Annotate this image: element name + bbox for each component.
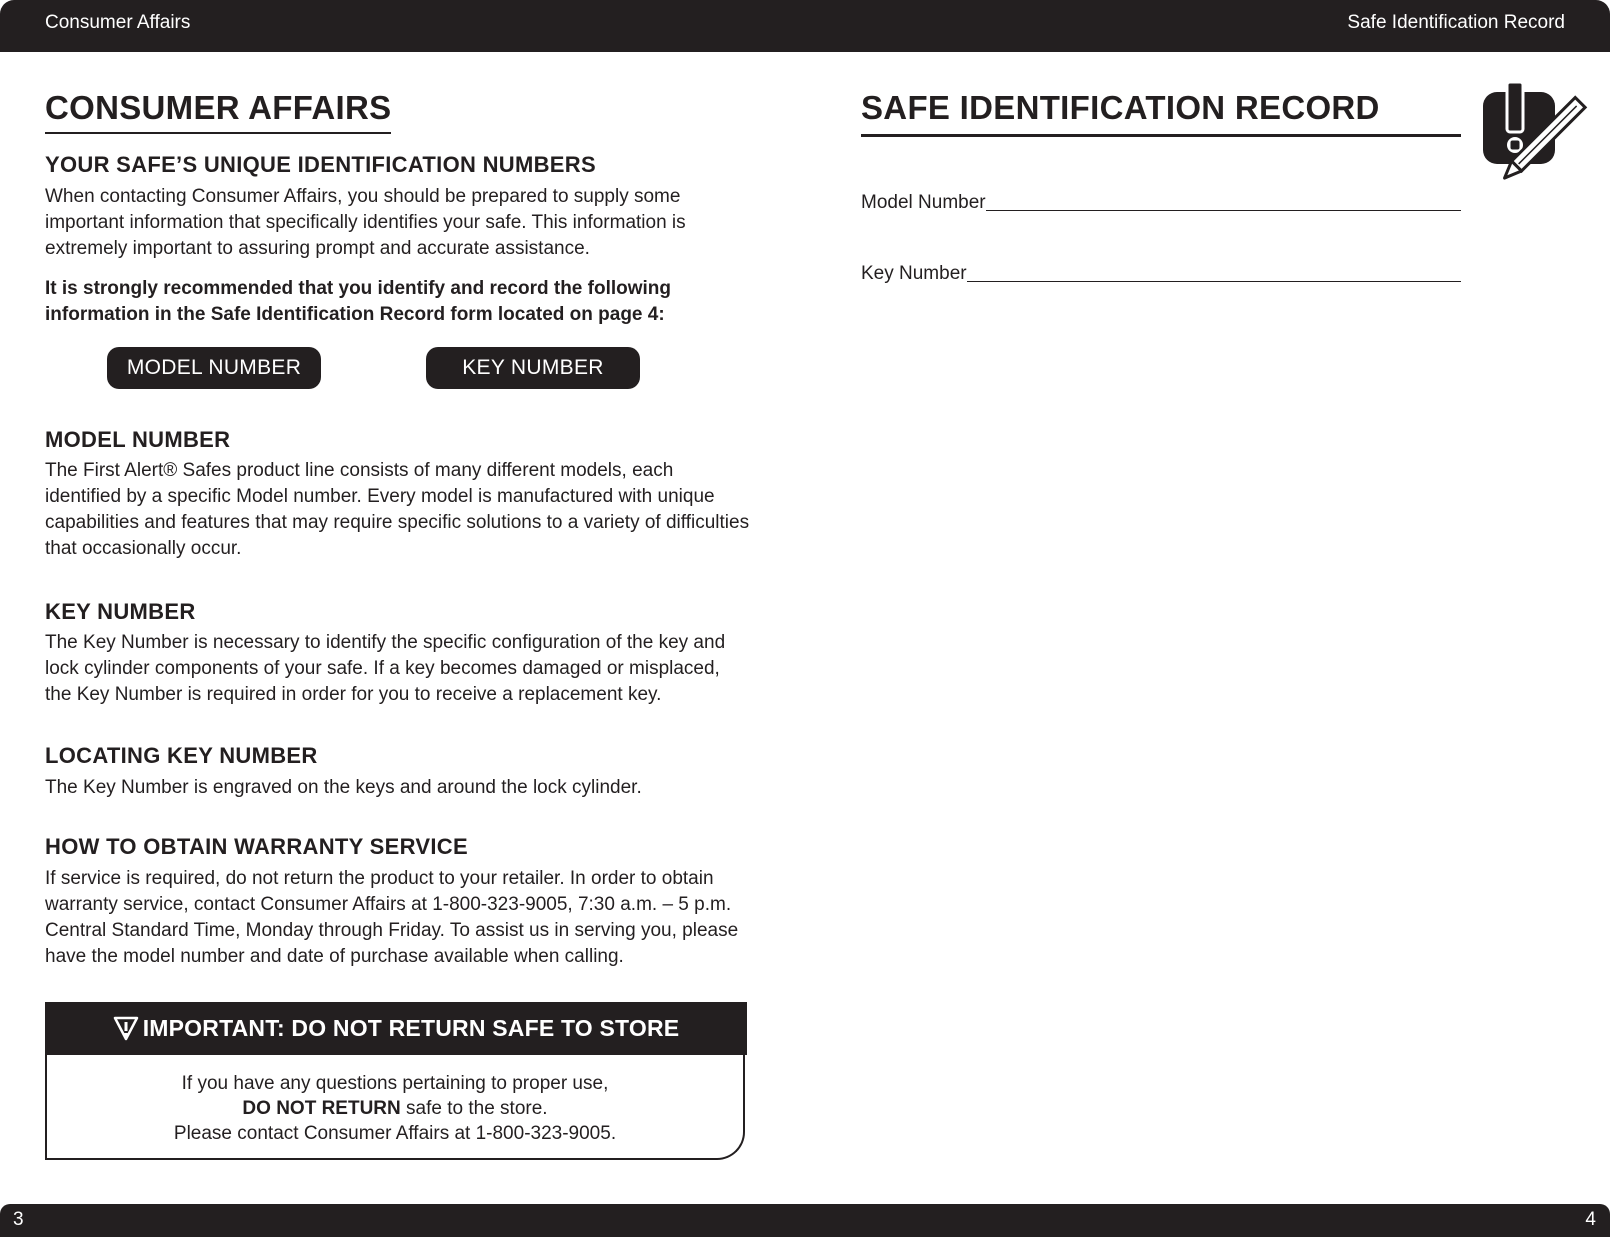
- header-right-text: Safe Identification Record: [1347, 12, 1565, 33]
- notice-line-3: Please contact Consumer Affairs at 1-800-323-9005.: [173, 1123, 617, 1144]
- key-number-label: Key Number: [861, 263, 967, 284]
- page-header-bar: [0, 0, 1610, 52]
- unique-id-heading: YOUR SAFE’S UNIQUE IDENTIFICATION NUMBERS: [45, 152, 596, 177]
- warranty-heading: HOW TO OBTAIN WARRANTY SERVICE: [45, 834, 468, 859]
- model-number-heading: MODEL NUMBER: [45, 427, 231, 452]
- page-number-left: 3: [13, 1209, 24, 1230]
- safe-id-record-title: SAFE IDENTIFICATION RECORD: [861, 90, 1461, 137]
- do-not-return-text: DO NOT RETURN: [242, 1098, 401, 1119]
- notice-title: IMPORTANT: DO NOT RETURN SAFE TO STORE: [142, 1015, 680, 1041]
- locating-key-heading: LOCATING KEY NUMBER: [45, 743, 318, 768]
- key-number-pill: KEY NUMBER: [426, 347, 640, 389]
- model-number-label: Model Number: [861, 192, 986, 213]
- page-footer-bar: [0, 1204, 1610, 1237]
- notice-line-2-rest: safe to the store.: [400, 1098, 548, 1119]
- warranty-body: If service is required, do not return the product to your retailer. In order to obtain warranty service, contact Consumer Affairs at 1-800-323-9005, 7:30 a.m. – 5 p.m. Central Standard Time, Monday through Friday. To assist us in serving you, please have the model number and date of purchase available when calling.: [45, 868, 739, 967]
- important-notice-box: [45, 1002, 747, 1162]
- locating-key-body: The Key Number is engraved on the keys and around the lock cylinder.: [45, 777, 642, 798]
- header-left-text: Consumer Affairs: [45, 12, 191, 33]
- model-number-field[interactable]: [861, 192, 1461, 214]
- notice-body: [45, 1055, 745, 1160]
- key-number-body: The Key Number is necessary to identify the specific configuration of the key and lock cylinder components of your safe. If a key becomes damaged or misplaced, the Key Number is required in order for you to receive a replacement key.: [45, 632, 726, 705]
- notice-line-1: If you have any questions pertaining to proper use,: [181, 1073, 609, 1094]
- consumer-affairs-title: CONSUMER AFFAIRS: [45, 90, 391, 134]
- page-number-right: 4: [1585, 1209, 1596, 1230]
- recommendation-text: It is strongly recommended that you identify and record the following information in the Safe Identification Record form located on page 4:: [45, 278, 672, 325]
- model-number-line[interactable]: [986, 192, 1461, 211]
- model-number-pill: MODEL NUMBER: [107, 347, 321, 389]
- key-number-line[interactable]: [967, 263, 1461, 282]
- notepad-pencil-icon: [1480, 82, 1590, 187]
- key-number-field[interactable]: [861, 263, 1461, 285]
- warning-triangle-icon: [113, 1015, 139, 1041]
- notice-header: [45, 1002, 747, 1055]
- unique-id-body: When contacting Consumer Affairs, you should be prepared to supply some important information that specifically identifies your safe. This information is extremely important to assuring prompt and accurate assistance.: [45, 186, 686, 259]
- notice-line-2: [47, 1096, 743, 1121]
- model-number-body: The First Alert® Safes product line consists of many different models, each identified by a specific Model number. Every model is manufactured with unique capabilities and features that may require specific solutions to a variety of difficulties that occasionally occur.: [45, 460, 750, 559]
- key-number-heading: KEY NUMBER: [45, 599, 196, 624]
